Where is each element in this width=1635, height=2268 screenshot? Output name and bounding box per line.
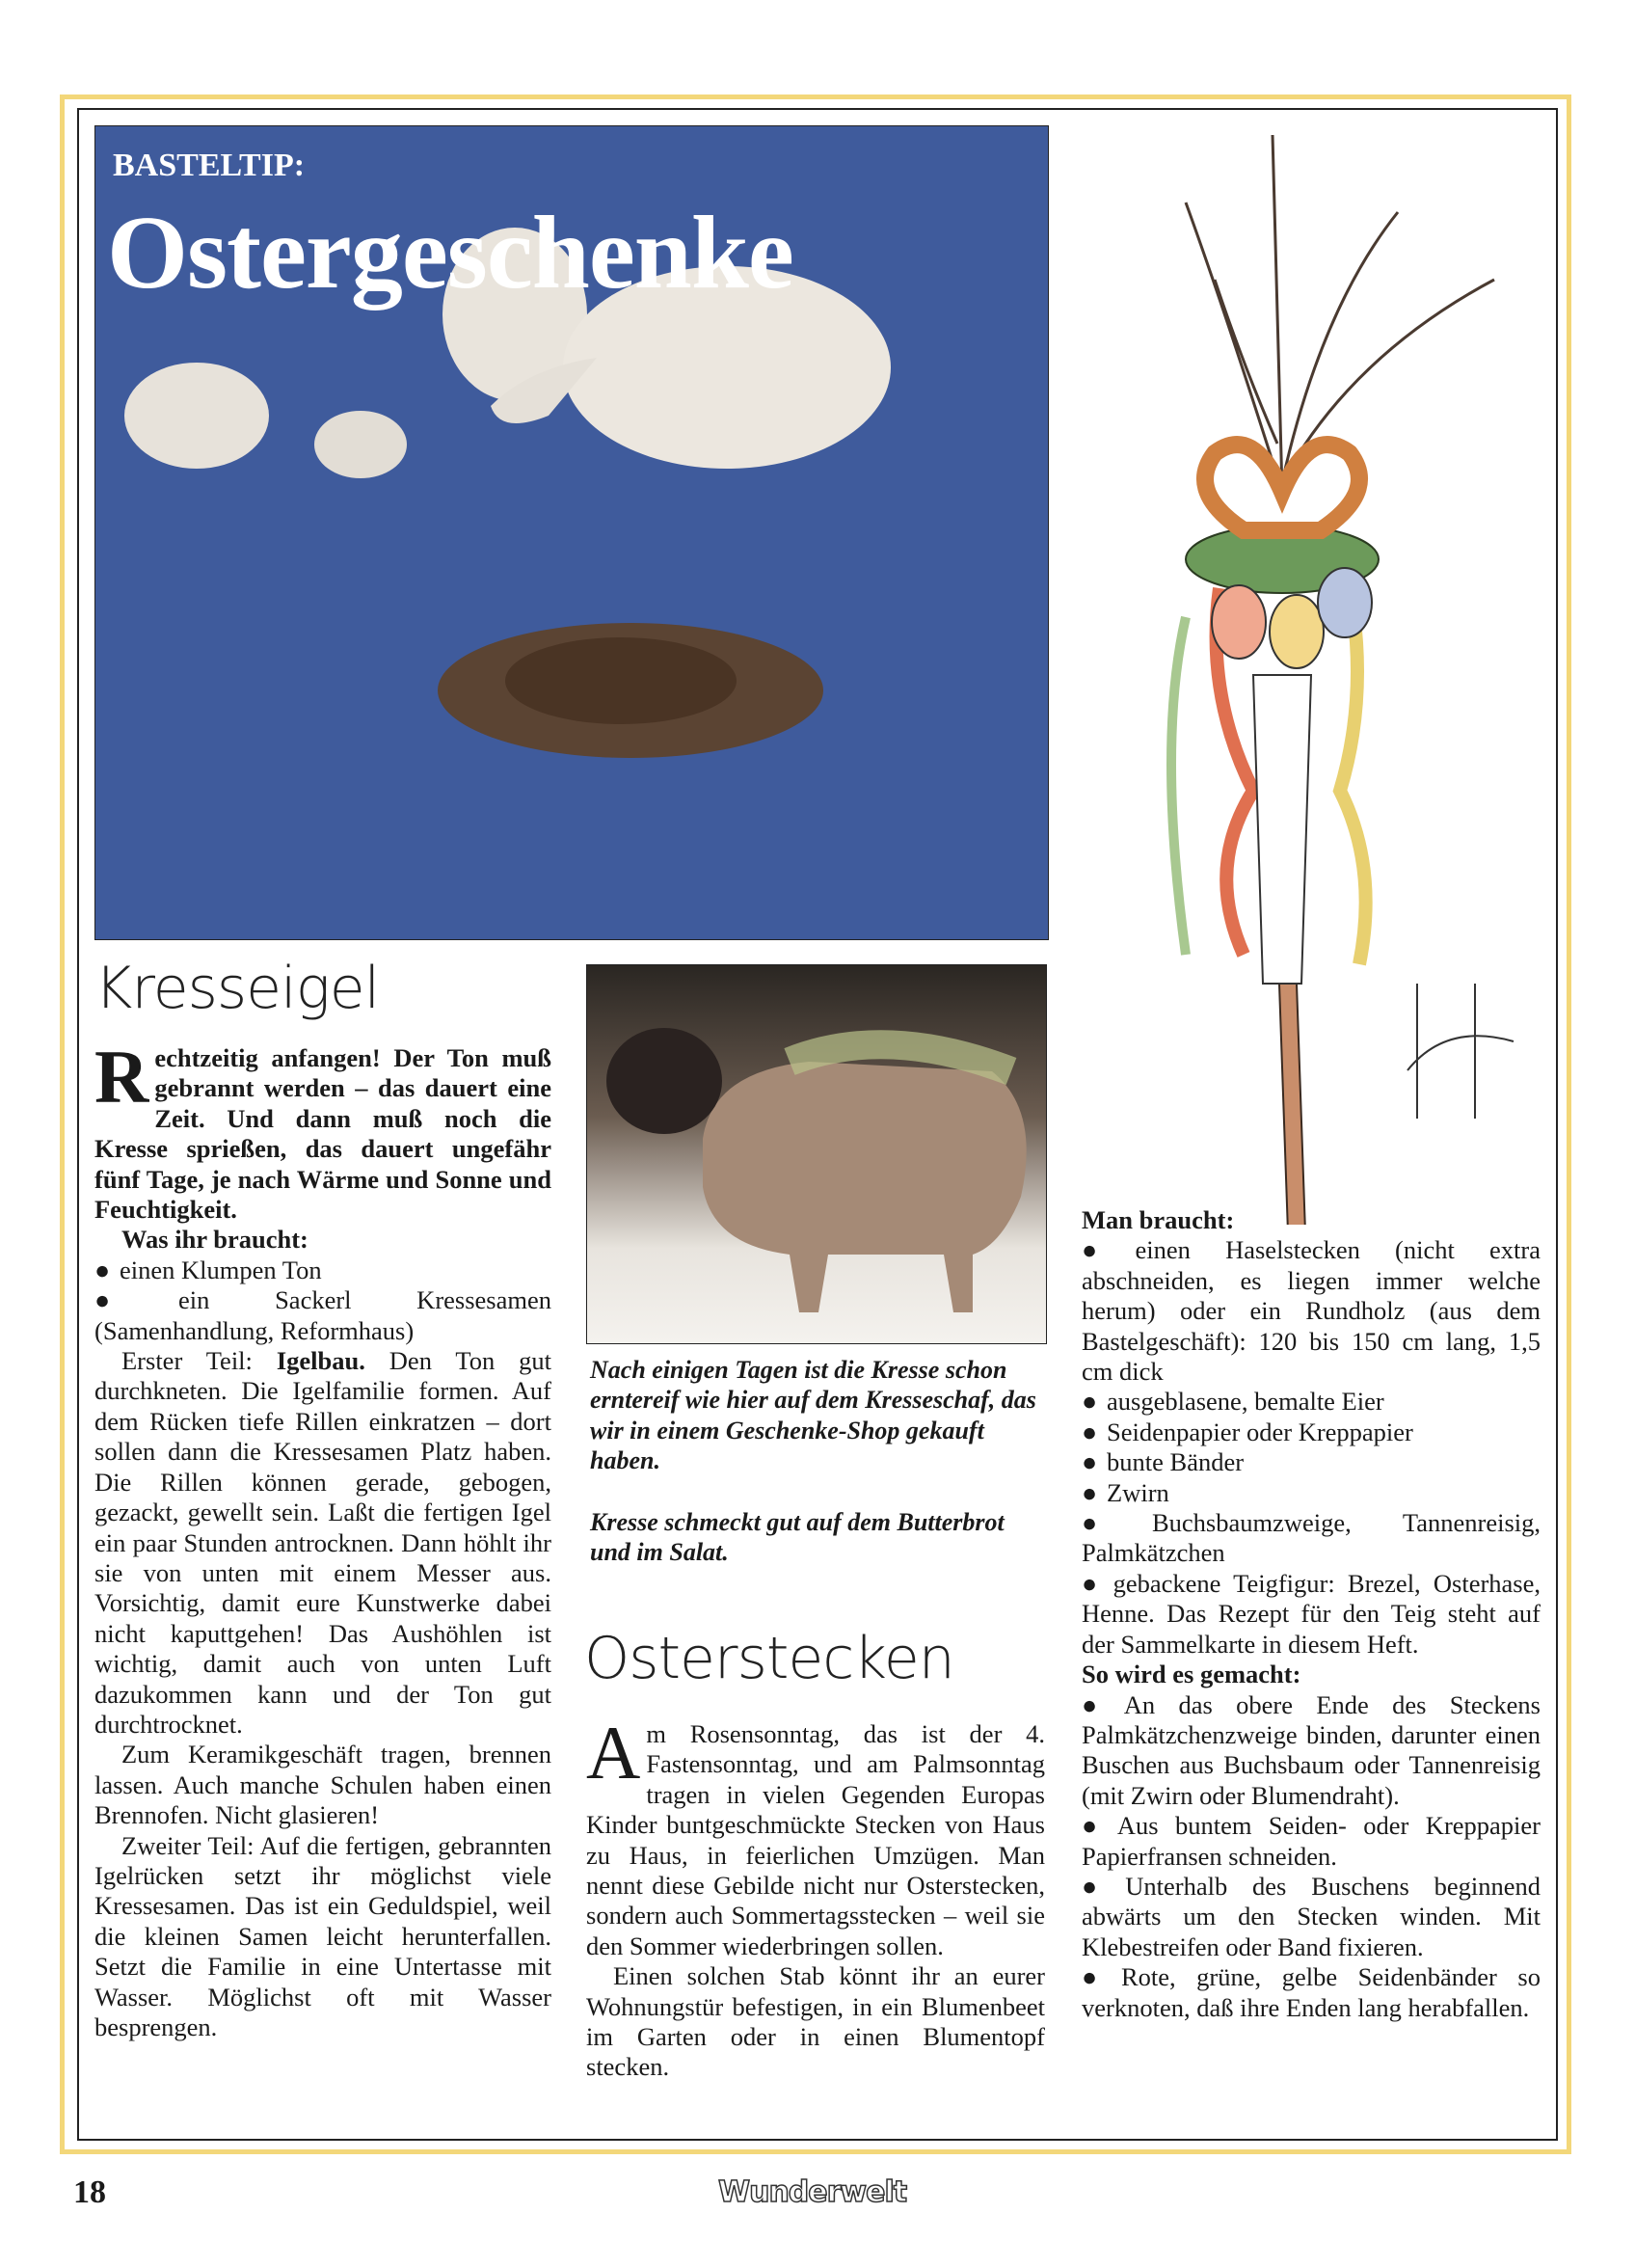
osterstecken-text <box>586 1711 1045 2083</box>
cress-sheep-photo <box>586 964 1047 1344</box>
step-item: ● Aus buntem Seiden- oder Kreppapier Papierfransen schneiden. <box>1082 1811 1541 1872</box>
page-title: Ostergeschenke <box>107 196 793 310</box>
intro: echtzeitig anfangen! Der Ton muß gebrannt werden – das dauert eine Zeit. Und dann muß noch die Kresse sprießen, das dauert ungefähr fünf Tage, je nach Wärme und Sonne und Feuchtigkeit. <box>94 1043 551 1225</box>
paragraph: m Rosensonntag, das ist der 4. Fastensonntag, und am Palmsonntag tragen in vielen Gegenden Europas Kinder buntgeschmückte Stecken von Haus zu Haus, in feierlichen Umzügen. Man nennt diese Gebilde nicht nur Osterstecken, sondern auch Sommertagsstecken – weil sie den Sommer wiederbringen sollen. <box>586 1719 1045 1960</box>
list-item: ● einen Haselstecken (nicht extra abschneiden, es liegen immer welche herum) oder ein Rundholz (aus dem Bastelgeschäft): 120 bis 150 cm lang, 1,5 cm dick <box>1082 1235 1541 1387</box>
magazine-logo: Wunderwelt <box>718 2175 907 2209</box>
materials-and-steps <box>1082 1205 1541 2023</box>
osterstecken-heading: Osterstecken <box>584 1625 954 1692</box>
page-number: 18 <box>73 2174 106 2210</box>
list-item: ● ausgeblasene, bemalte Eier <box>1082 1387 1541 1417</box>
osterstecken-illustration <box>1128 116 1542 1225</box>
list-item: ● Buchsbaumzweige, Tannenreisig, Palmkätzchen <box>1082 1508 1541 1569</box>
step-item: ● Rote, grüne, gelbe Seidenbänder so verknoten, daß ihre Enden lang herabfallen. <box>1082 1962 1541 2023</box>
needs-label: Was ihr braucht: <box>121 1225 308 1255</box>
paragraph: Zweiter Teil: Auf die fertigen, gebrannten Igelrücken setzt ihr möglichst viele Kressesamen. Das ist ein Geduldspiel, weil die kleinen Samen leicht herunterfallen. Setzt die Familie in eine Untertasse mit Wasser. Möglichst oft mit Wasser besprengen. <box>94 1830 551 2041</box>
part1-text: Den Ton gut durchkneten. Die Igelfamilie formen. Auf dem Rücken tiefe Rillen einkratzen – dort sollen dann die Kressesamen Platz haben. Die Rillen können gerade, gebogen, gezackt, gewellt sein. Laßt die fertigen Igel ein paar Stunden antrocknen. Dann höhlt ihr sie von unten mit einem Messer aus. Vorsichtig, damit eure Kunstwerke dabei nicht kaputtgehen! Das Aushöhlen ist wichtig, damit auch von unten Luft dazukommen kann und der Ton gut durchtrocknet. <box>94 1346 552 1739</box>
part1-lead: Erster Teil: <box>121 1346 253 1376</box>
hedgehog-photo <box>94 125 1049 940</box>
list-item: ● Seidenpapier oder Kreppapier <box>1082 1418 1541 1447</box>
dropcap: R <box>94 1035 149 1119</box>
step-item: ● An das obere Ende des Steckens Palmkätzchenzweige binden, darunter einen Buschen aus Buchsbaum oder Tannenreisig (mit Zwirn oder Blumendraht). <box>1082 1690 1541 1812</box>
needs-label: Man braucht: <box>1082 1205 1235 1234</box>
kicker: BASTELTIP: <box>113 148 306 183</box>
caption-line: Nach einigen Tagen ist die Kresse schon erntereif wie hier auf dem Kresseschaf, das wir in einem Geschenke-Shop gekauft haben. <box>590 1356 1036 1475</box>
list-item: ● ein Sackerl Kressesamen (Samenhandlung, Reformhaus) <box>94 1285 551 1346</box>
photo-caption <box>590 1355 1043 1598</box>
list-item: ● bunte Bänder <box>1082 1447 1541 1477</box>
kresseigel-text <box>94 1035 552 2042</box>
caption-line: Kresse schmeckt gut auf dem Butterbrot und im Salat. <box>590 1507 1005 1567</box>
dropcap: A <box>586 1711 641 1795</box>
part1-bold: Igelbau. <box>276 1346 365 1376</box>
list-item: ● gebackene Teigfigur: Brezel, Osterhase, Henne. Das Rezept für den Teig steht auf der Sammelkarte in diesem Heft. <box>1082 1569 1541 1660</box>
paragraph: Zum Keramikgeschäft tragen, brennen lassen. Auch manche Schulen haben einen Brennofen. Nicht glasieren! <box>94 1740 551 1830</box>
kresseigel-heading: Kresseigel <box>94 955 380 1022</box>
cress-sheep-image <box>587 965 1047 1344</box>
paragraph: Einen solchen Stab könnt ihr an eurer Wohnungstür befestigen, in ein Blumenbeet im Garten oder in einen Blumentopf stecken. <box>586 1961 1045 2082</box>
how-label: So wird es gemacht: <box>1082 1660 1301 1689</box>
list-item: ● einen Klumpen Ton <box>94 1256 551 1285</box>
step-item: ● Unterhalb des Buschens beginnend abwärts um den Stecken winden. Mit Klebestreifen oder Band fixieren. <box>1082 1872 1541 1962</box>
list-item: ● Zwirn <box>1082 1478 1541 1508</box>
